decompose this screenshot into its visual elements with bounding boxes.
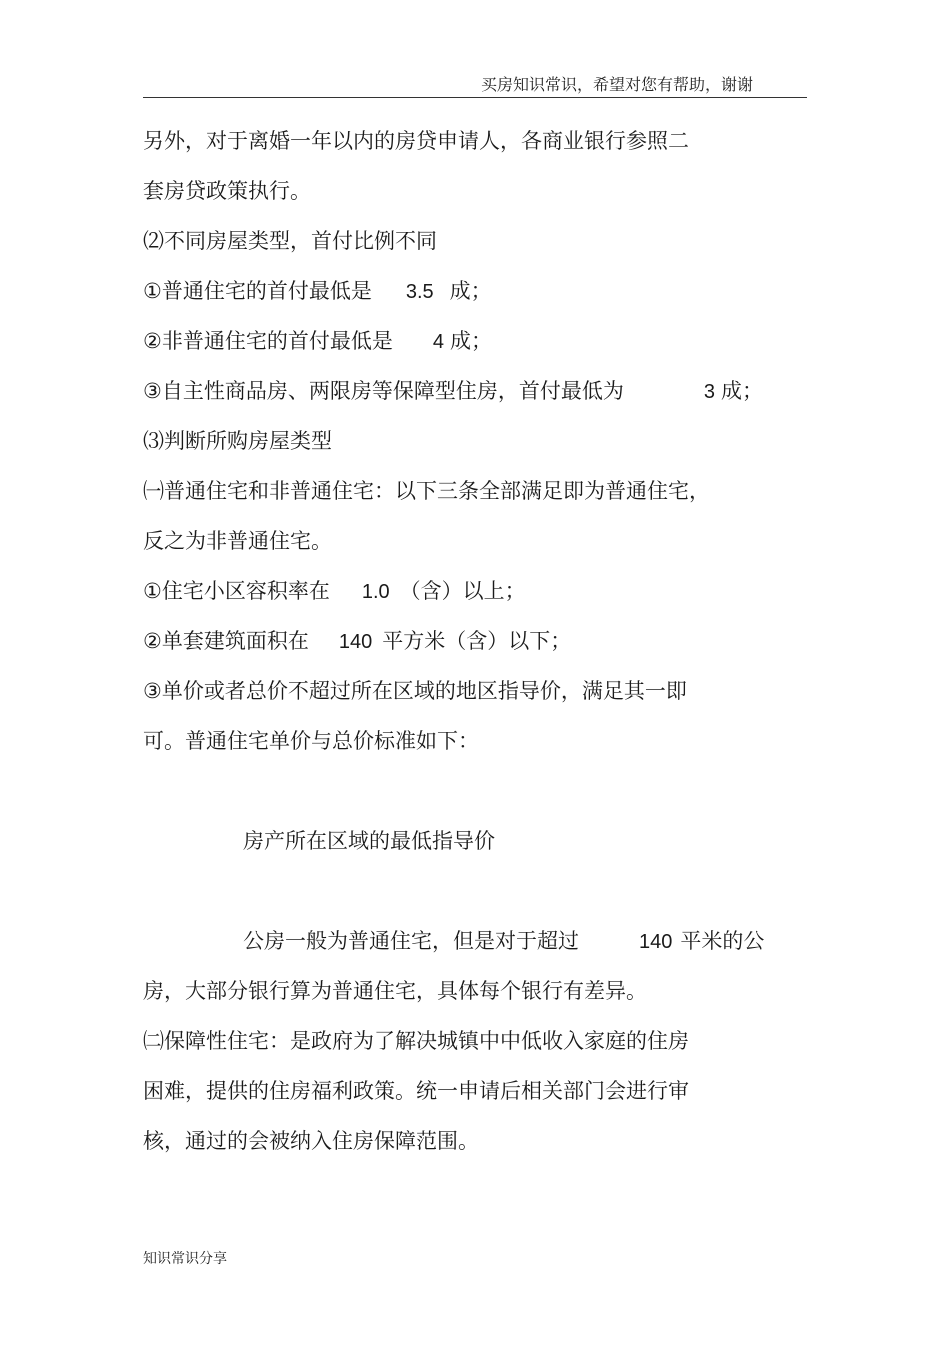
item-text: ③自主性商品房、两限房等保障型住房，首付最低为 — [143, 379, 624, 403]
paragraph-line: 房，大部分银行算为普通住宅，具体每个银行有差异。 — [143, 979, 647, 1003]
list-item — [143, 277, 492, 306]
page-footer: 知识常识分享 — [143, 1251, 227, 1267]
item-unit: （含）以上； — [399, 579, 526, 603]
item-unit: 成； — [449, 329, 492, 353]
item-unit: 成； — [720, 379, 763, 403]
item-text: ②单套建筑面积在 — [143, 629, 309, 653]
paragraph-line: ③单价或者总价不超过所在区域的地区指导价，满足其一即 — [143, 679, 687, 703]
item-text: ①普通住宅的首付最低是 — [143, 279, 372, 303]
item-number: 140 — [338, 631, 373, 653]
item-text: ①住宅小区容积率在 — [143, 579, 330, 603]
item-unit: 平方米（含）以下； — [382, 629, 572, 653]
paragraph-line: ㈠普通住宅和非普通住宅：以下三条全部满足即为普通住宅， — [143, 479, 710, 503]
paragraph-line — [243, 927, 764, 956]
paragraph-line: ㈡保障性住宅：是政府为了解决城镇中中低收入家庭的住房 — [143, 1029, 689, 1053]
section-title: ⑶判断所购房屋类型 — [143, 429, 332, 453]
item-text: ②非普通住宅的首付最低是 — [143, 329, 393, 353]
paragraph-line: 困难，提供的住房福利政策。统一申请后相关部门会进行审 — [143, 1079, 689, 1103]
paragraph-line: 套房贷政策执行。 — [143, 179, 311, 203]
item-number: 4 — [432, 331, 444, 353]
table-caption: 房产所在区域的最低指导价 — [243, 829, 495, 853]
list-item — [143, 577, 526, 606]
paragraph-line: 反之为非普通住宅。 — [143, 529, 332, 553]
section-title: ⑵不同房屋类型，首付比例不同 — [143, 229, 437, 253]
list-item — [143, 627, 571, 656]
paragraph-line: 可。普通住宅单价与总价标准如下： — [143, 729, 479, 753]
line-number: 140 — [639, 931, 673, 953]
line-text: 公房一般为普通住宅，但是对于超过 — [243, 929, 579, 953]
item-number: 1.0 — [361, 581, 390, 603]
item-number: 3 — [703, 381, 715, 403]
header-divider — [143, 97, 807, 98]
list-item — [143, 327, 492, 356]
item-unit: 成； — [449, 279, 492, 303]
list-item — [143, 377, 763, 406]
paragraph-line: 核，通过的会被纳入住房保障范围。 — [143, 1129, 479, 1153]
paragraph-line: 另外，对于离婚一年以内的房贷申请人，各商业银行参照二 — [143, 129, 689, 153]
item-number: 3.5 — [405, 281, 434, 303]
line-text-tail: 平米的公 — [680, 929, 765, 953]
header-text: 买房知识常识，希望对您有帮助，谢谢 — [480, 75, 753, 94]
